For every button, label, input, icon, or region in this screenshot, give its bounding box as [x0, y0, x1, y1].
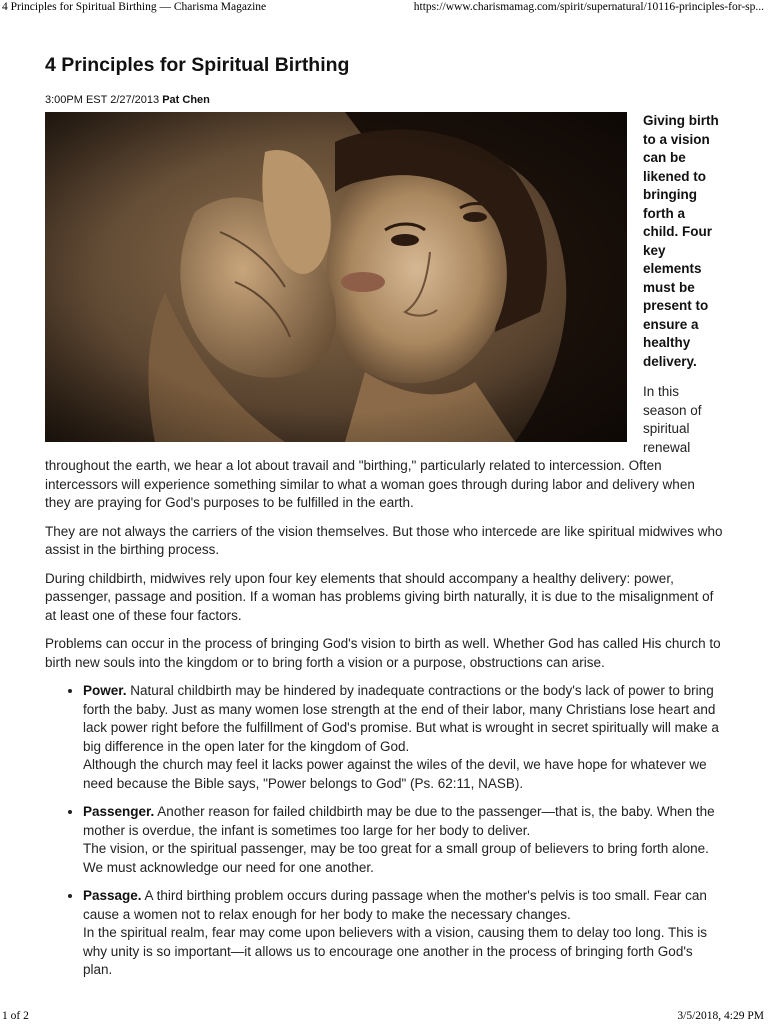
principles-list: [45, 682, 723, 980]
list-item-term: Passenger.: [83, 804, 155, 819]
article-paragraph: In this season of spiritual renewal throughout the earth, we hear a lot about travail and "birthing," particularly related to intercession. Often intercessors will experience something similar to what a woman goes through during labor and delivery when they are praying for God's purposes to be fulfilled in the earth.: [45, 384, 702, 510]
list-item-power: [83, 682, 723, 793]
list-item-passenger: [83, 803, 723, 877]
article-author-link[interactable]: Pat Chen: [162, 94, 210, 106]
article-meta: [45, 94, 723, 106]
list-item-continuation: In the spiritual realm, fear may come upon believers with a vision, causing them to delay too long. This is why unity is so important—it allows us to encourage one another in the process of bringing forth God's plan.: [83, 925, 708, 977]
article-timestamp: 3:00PM EST 2/27/2013: [45, 94, 160, 106]
list-item-text: Another reason for failed childbirth may be due to the passenger—that is, the baby. When the mother is overdue, the infant is sometimes too large for her body to deliver.: [83, 804, 715, 838]
list-item-continuation: The vision, or the spiritual passenger, may be too great for a small group of believers to bring forth alone. We must acknowledge our need for one another.: [83, 841, 709, 875]
article-paragraph: They are not always the carriers of the vision themselves. But those who intercede are like spiritual midwives who assist in the birthing process.: [45, 523, 723, 557]
print-header-title: 4 Principles for Spiritual Birthing — Charisma Magazine: [2, 1, 267, 13]
list-item-passage: [83, 887, 723, 980]
print-header-url: https://www.charismamag.com/spirit/supernatural/10116-principles-for-sp...: [413, 1, 764, 13]
article-title: 4 Principles for Spiritual Birthing: [45, 54, 350, 76]
print-header: [0, 0, 768, 18]
list-item-text: A third birthing problem occurs during passage when the mother's pelvis is too small. Fear can cause a women not to relax enough for her body to make the necessary changes.: [83, 888, 707, 922]
page-count: 1 of 2: [2, 1010, 29, 1022]
list-item-text: Natural childbirth may be hindered by inadequate contractions or the body's lack of power to bring forth the baby. Just as many women lose strength at the end of their labor, many Christians lose heart and lack power right before the fulfillment of God's promise. But what is wrought in secret spiritually will make a big difference in the open later for the kingdom of God.: [83, 683, 719, 754]
article-lede: Giving birth to a vision can be likened to bringing forth a child. Four key elements must be present to ensure a healthy delivery.: [643, 113, 719, 369]
article-paragraph: Problems can occur in the process of bringing God's vision to birth as well. Whether God has called His church to birth new souls into the kingdom or to bring forth a vision or a purpose, obstructions can arise.: [45, 636, 721, 670]
list-item-continuation: Although the church may feel it lacks power against the wiles of the devil, we have hope for whatever we need because the Bible says, "Power belongs to God" (Ps. 62:11, NASB).: [83, 757, 707, 791]
list-item-term: Power.: [83, 683, 127, 698]
list-item-term: Passage.: [83, 888, 142, 903]
print-footer: [0, 1006, 768, 1022]
article: [45, 52, 723, 990]
woman-praying-image: [45, 112, 627, 442]
article-photo: [45, 112, 627, 442]
article-paragraph: During childbirth, midwives rely upon four key elements that should accompany a healthy delivery: power, passenger, passage and position. If a woman has problems giving birth naturally, it is due to the misalignment of at least one of these four factors.: [45, 570, 714, 623]
print-datetime: 3/5/2018, 4:29 PM: [677, 1010, 764, 1022]
